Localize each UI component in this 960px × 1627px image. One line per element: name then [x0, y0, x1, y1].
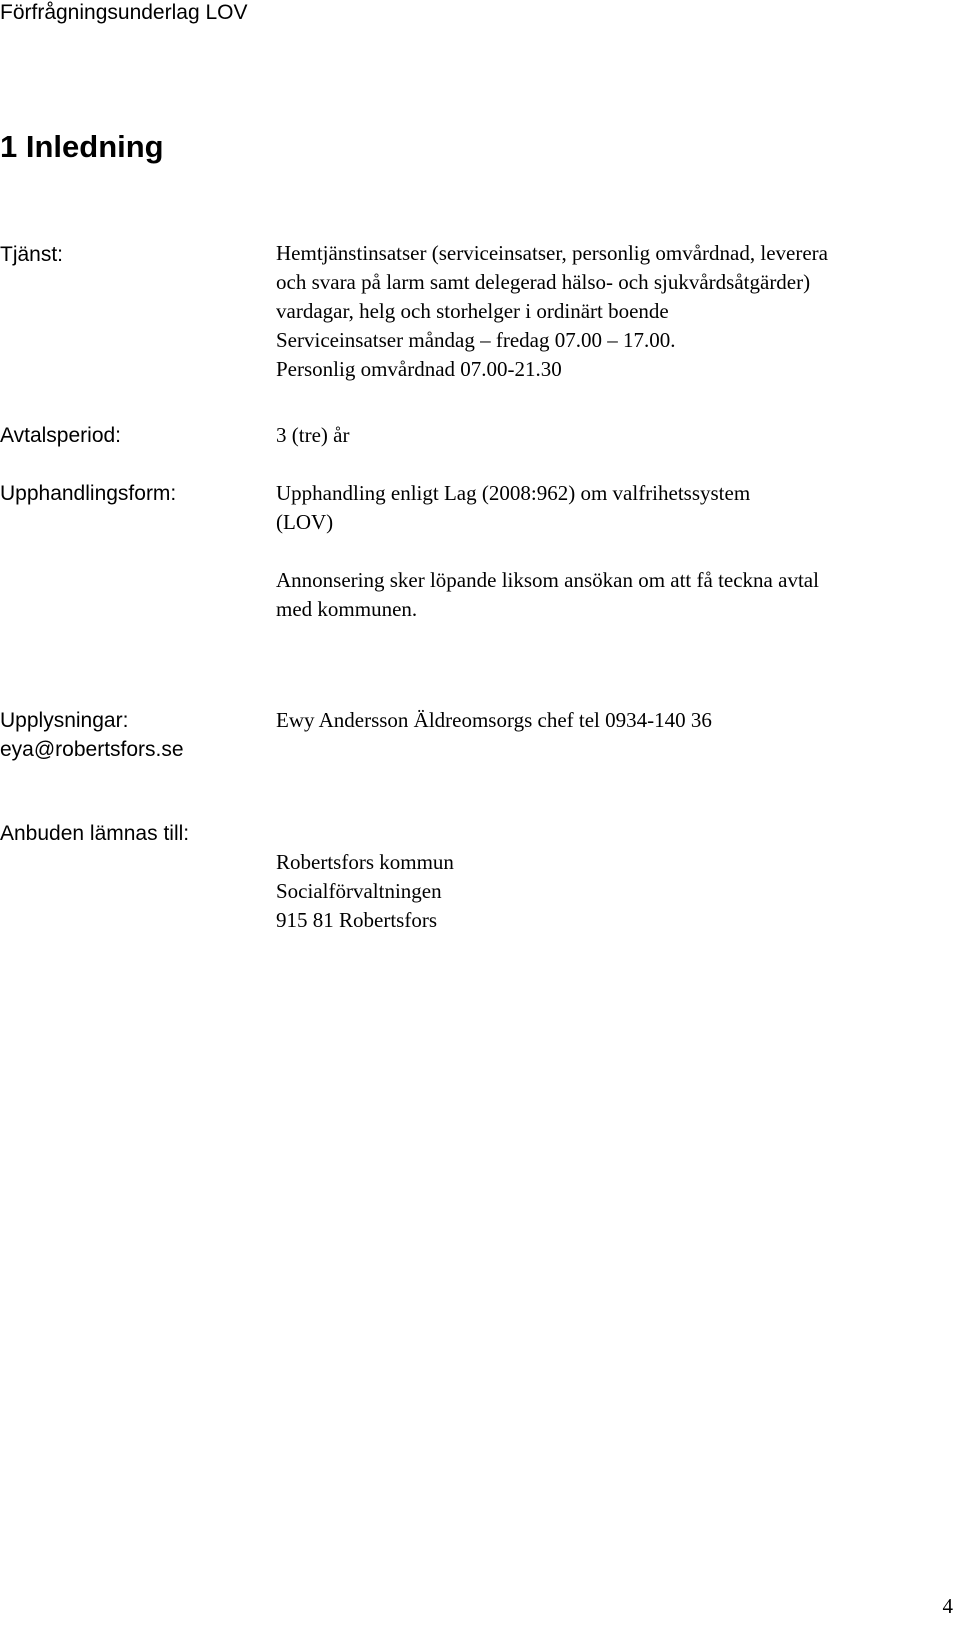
address-line: Socialförvaltningen — [276, 879, 442, 903]
anbuden-label: Anbuden lämnas till: — [0, 822, 190, 845]
tjanst-line: Serviceinsatser måndag – fredag 07.00 – 17.00. — [276, 328, 676, 352]
address-line: 915 81 Robertsfors — [276, 908, 437, 932]
tjanst-line: Personlig omvårdnad 07.00-21.30 — [276, 357, 562, 381]
upplysningar-email: eya@robertsfors.se — [0, 738, 184, 761]
avtalsperiod-label: Avtalsperiod: — [0, 424, 122, 447]
address-line: Robertsfors kommun — [276, 850, 454, 874]
annonsering-line: Annonsering sker löpande liksom ansökan om att få teckna avtal — [276, 568, 819, 592]
upphandlingsform-line: (LOV) — [276, 510, 334, 534]
upplysningar-value: Ewy Andersson Äldreomsorgs chef tel 0934-140 36 — [276, 708, 712, 732]
running-header: Förfrågningsunderlag LOV — [0, 1, 248, 24]
tjanst-value — [276, 239, 828, 384]
upphandlingsform-value — [276, 479, 750, 537]
anbuden-address — [276, 848, 454, 935]
avtalsperiod-value: 3 (tre) år — [276, 423, 350, 447]
upplysningar-label: Upplysningar: — [0, 709, 129, 732]
annonsering-note — [276, 566, 819, 624]
tjanst-line: Hemtjänstinsatser (serviceinsatser, personlig omvårdnad, leverera — [276, 241, 828, 265]
tjanst-line: och svara på larm samt delegerad hälso- och sjukvårdsåtgärder) — [276, 270, 811, 294]
page-title: 1 Inledning — [0, 129, 164, 164]
page-number: 4 — [942, 1594, 953, 1618]
tjanst-label: Tjänst: — [0, 243, 64, 266]
upphandlingsform-label: Upphandlingsform: — [0, 482, 177, 505]
upphandlingsform-line: Upphandling enligt Lag (2008:962) om valfrihetssystem — [276, 481, 751, 505]
annonsering-line: med kommunen. — [276, 597, 418, 621]
tjanst-line: vardagar, helg och storhelger i ordinärt boende — [276, 299, 669, 323]
